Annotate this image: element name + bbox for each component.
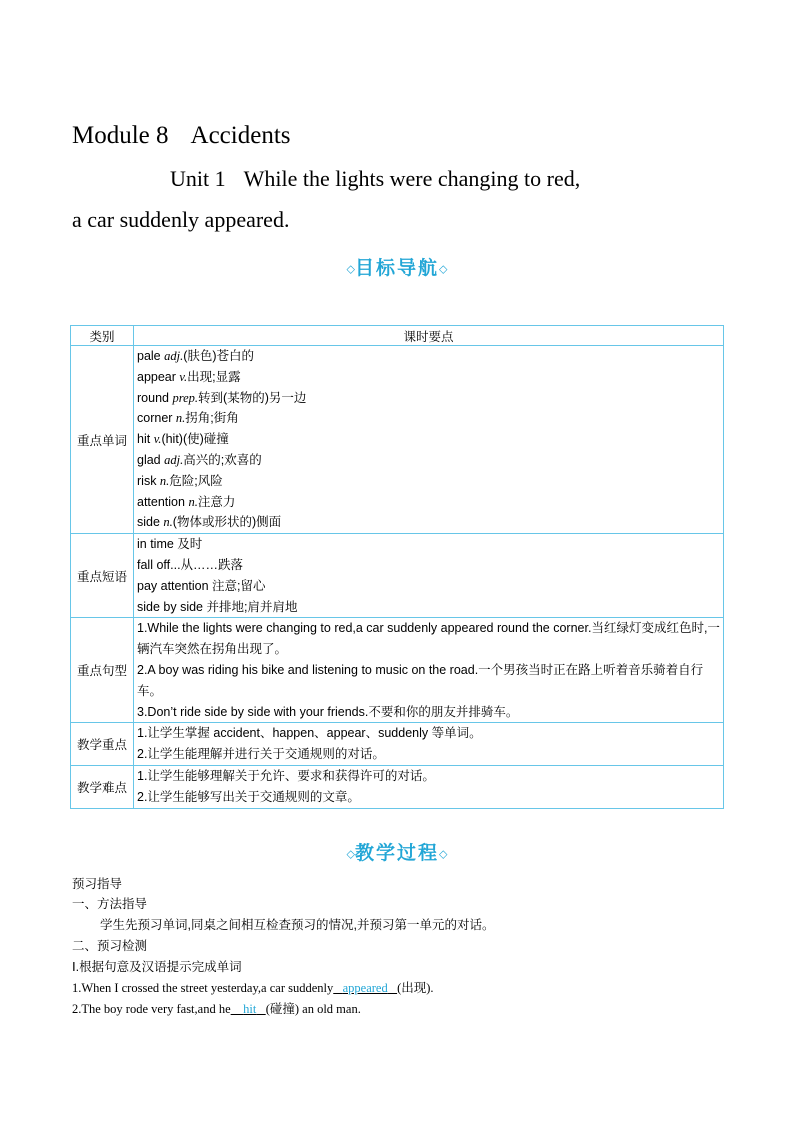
list-item: hit v.(hit)(使)碰撞 (137, 432, 229, 447)
list-item: risk n.危险;风险 (137, 473, 223, 488)
list-item: pay attention 注意;留心 (137, 578, 266, 593)
lesson-plan-table (70, 325, 724, 809)
header-key-points: 课时要点 (134, 326, 724, 346)
list-item: in time 及时 (137, 537, 203, 552)
answer-text: appeared (342, 981, 388, 995)
answer-text: hit (243, 1002, 257, 1016)
teaching-difficulty-list (134, 765, 724, 808)
unit-number: Unit 1 (170, 166, 226, 191)
list-item: pale adj.(肤色)苍白的 (137, 349, 255, 363)
table-row-teaching-focus (71, 723, 724, 766)
section-heading-process (0, 838, 794, 865)
list-item: appear v.出现;显露 (137, 369, 241, 384)
teaching-focus-list (134, 723, 724, 766)
module-title (72, 122, 291, 150)
method-heading: 一、方法指导 (72, 897, 148, 911)
row-label: 重点单词 (71, 346, 134, 534)
key-phrases-list (134, 534, 724, 618)
key-sentences-list (134, 618, 724, 723)
list-item: side by side 并排地;肩并肩地 (137, 599, 298, 614)
list-item: 1.While the lights were changing to red,a car suddenly appeared round the corner.当红绿灯变成红色时,一辆汽车突然在拐角出现了。 (137, 621, 720, 657)
section-heading-text: 教学过程 (354, 842, 439, 864)
row-label: 教学难点 (71, 765, 134, 808)
list-item: attention n.注意力 (137, 494, 236, 509)
diamond-icon: ◇ (439, 262, 448, 276)
unit-title-line1 (170, 166, 580, 192)
method-text: 学生先预习单词,同桌之间相互检查预习的情况,并预习第一单元的对话。 (100, 918, 495, 932)
hint-text: (出现). (397, 981, 434, 995)
unit-title-line2: a car suddenly appeared. (72, 207, 290, 232)
table-row-key-sentences (71, 618, 724, 723)
question-text: 2.The boy rode very fast,and he (72, 1002, 231, 1016)
diamond-icon: ◇ (346, 847, 355, 861)
question-2 (72, 999, 361, 1017)
list-item: 1.让学生掌握 accident、happen、appear、suddenly 等单词。 (137, 726, 482, 741)
hint-text: (碰撞) an old man. (265, 1002, 361, 1016)
table-header-row (71, 326, 724, 346)
exercise-heading: Ⅰ.根据句意及汉语提示完成单词 (72, 960, 242, 974)
table-row-teaching-difficulty (71, 765, 724, 808)
diamond-icon: ◇ (346, 262, 355, 276)
row-label: 重点句型 (71, 618, 134, 723)
key-words-list (134, 346, 724, 534)
list-item: glad adj.高兴的;欢喜的 (137, 452, 262, 467)
list-item: round prep.转到(某物的)另一边 (137, 390, 307, 405)
list-item: 2.让学生能够写出关于交通规则的文章。 (137, 789, 360, 804)
section-heading-text: 目标导航 (354, 257, 439, 279)
module-number: Module 8 (72, 122, 169, 149)
diamond-icon: ◇ (439, 847, 448, 861)
row-label: 重点短语 (71, 534, 134, 618)
list-item: 3.Don’t ride side by side with your friends.不要和你的朋友并排骑车。 (137, 704, 519, 719)
section-heading-goals (0, 253, 794, 280)
list-item: 1.让学生能够理解关于允许、要求和获得许可的对话。 (137, 768, 435, 783)
list-item: fall off...从……跌落 (137, 557, 244, 572)
list-item: 2.A boy was riding his bike and listening to music on the road.一个男孩当时正在路上听着音乐骑着自行车。 (137, 662, 704, 698)
question-text: 1.When I crossed the street yesterday,a car suddenly (72, 981, 334, 995)
list-item: 2.让学生能理解并进行关于交通规则的对话。 (137, 747, 385, 762)
header-category: 类别 (71, 326, 134, 346)
table-row-key-words (71, 346, 724, 534)
check-heading: 二、预习检测 (72, 939, 148, 953)
unit-title-text: While the lights were changing to red, (243, 166, 581, 191)
module-name: Accidents (190, 122, 291, 149)
preview-guide-heading: 预习指导 (72, 877, 123, 891)
table-row-key-phrases (71, 534, 724, 618)
question-1 (72, 978, 434, 996)
list-item: side n.(物体或形状的)侧面 (137, 515, 282, 530)
row-label: 教学重点 (71, 723, 134, 766)
list-item: corner n.拐角;街角 (137, 411, 239, 426)
